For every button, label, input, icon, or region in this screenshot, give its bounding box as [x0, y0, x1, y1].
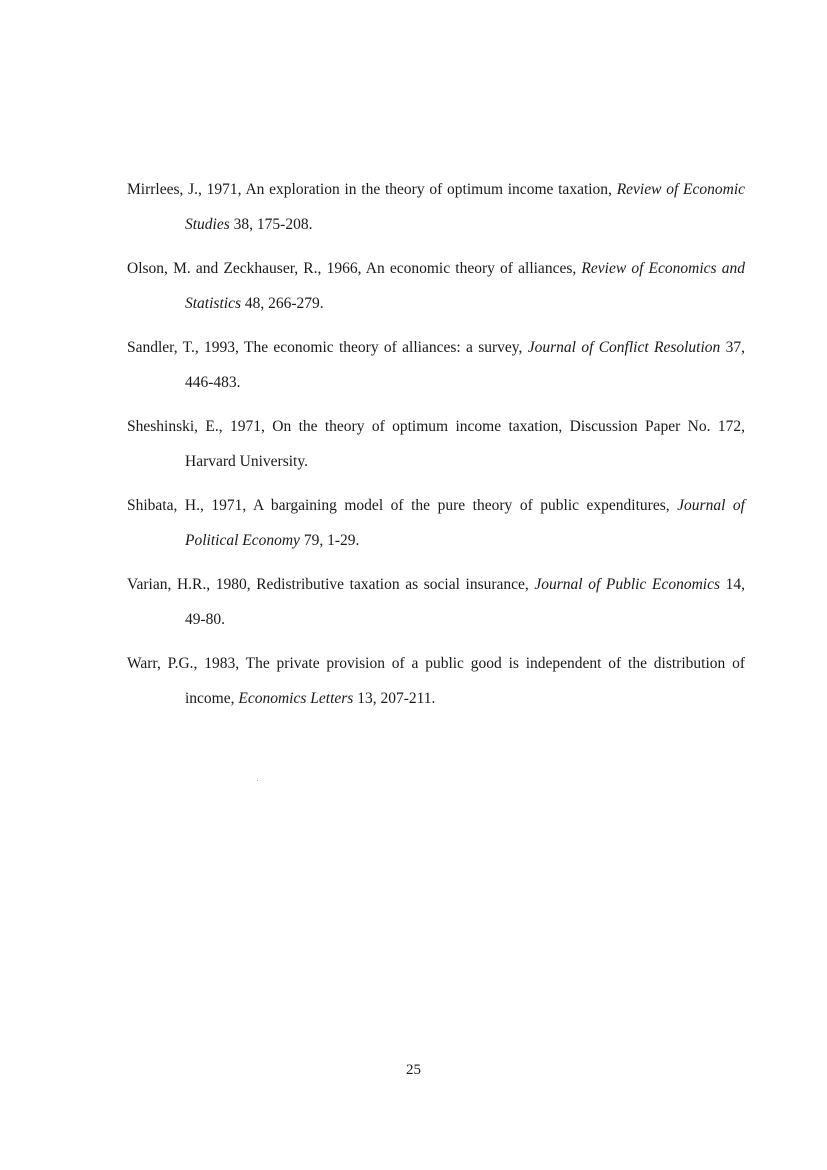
reference-entry-warr: [127, 646, 745, 716]
reference-text: Warr, P.G., 1983, The private provision of a public good is independent of the distribution of income,: [127, 655, 745, 707]
reference-volume-pages: 37, 446-483.: [185, 339, 745, 391]
reference-text: Mirrlees, J., 1971, An exploration in the theory of optimum income taxation,: [127, 181, 617, 198]
journal-title: Journal of Political Economy: [185, 497, 745, 549]
scan-speck: [257, 780, 258, 781]
journal-title: Review of Economic Studies: [185, 181, 745, 233]
journal-title: Economics Letters: [238, 690, 354, 707]
reference-text: Olson, M. and Zeckhauser, R., 1966, An economic theory of alliances,: [127, 260, 582, 277]
reference-text: Varian, H.R., 1980, Redistributive taxation as social insurance,: [127, 576, 535, 593]
reference-text: Sheshinski, E., 1971, On the theory of optimum income taxation, Discussion Paper No. 172, Harvard University.: [127, 418, 745, 470]
reference-list: [127, 172, 745, 725]
reference-volume-pages: 79, 1-29.: [299, 532, 360, 549]
reference-entry-olson: [127, 251, 745, 321]
reference-text: Sandler, T., 1993, The economic theory of alliances: a survey,: [127, 339, 528, 356]
reference-volume-pages: 38, 175-208.: [229, 216, 313, 233]
reference-text: Shibata, H., 1971, A bargaining model of the pure theory of public expenditures,: [127, 497, 678, 514]
journal-title: Journal of Conflict Resolution: [527, 339, 721, 356]
reference-entry-varian: [127, 567, 745, 637]
reference-entry-sandler: [127, 330, 745, 400]
reference-volume-pages: 14, 49-80.: [185, 576, 745, 628]
reference-volume-pages: 13, 207-211.: [353, 690, 436, 707]
journal-title: Review of Economics and Statistics: [185, 260, 745, 312]
reference-entry-mirrlees: [127, 172, 745, 242]
reference-entry-shibata: [127, 488, 745, 558]
journal-title: Journal of Public Economics: [534, 576, 720, 593]
page-number: 25: [406, 1062, 421, 1078]
reference-entry-sheshinski: [127, 409, 745, 479]
reference-volume-pages: 48, 266-279.: [240, 295, 324, 312]
